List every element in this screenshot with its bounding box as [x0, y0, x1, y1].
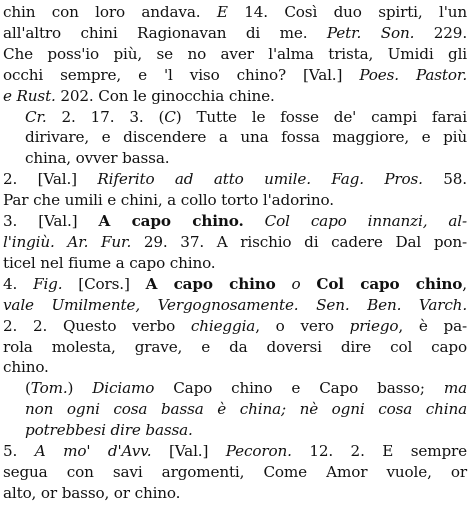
text-line: [3, 190, 467, 211]
text-line: [3, 232, 467, 253]
text-run: Che poss'io più, se no aver l'alma trista, Umidi gli: [3, 44, 467, 63]
text-run: [301, 275, 317, 293]
text-run: 2. 2. Questo verbo: [3, 316, 191, 335]
text-run: Fig.: [33, 274, 63, 293]
text-line: [3, 399, 467, 420]
text-run: Petr. Son.: [326, 23, 415, 42]
text-run: o: [291, 274, 301, 293]
text-run: A capo chino.: [98, 212, 244, 231]
text-run: Pecoron.: [225, 442, 292, 461]
text-line: [3, 86, 467, 107]
text-run: [244, 212, 265, 230]
text-run: chieggia: [190, 316, 256, 335]
text-run: dirivare, e discendere a una fossa maggiore, e più: [25, 128, 467, 147]
text-run: chino.: [3, 358, 49, 377]
text-run: (: [25, 379, 31, 398]
paragraph-p6: [3, 378, 467, 441]
paragraph-p7: [3, 441, 467, 504]
paragraph-p4: [3, 211, 467, 274]
text-run: C: [164, 107, 176, 126]
text-line: [3, 337, 467, 358]
text-run: 2. [Val.]: [3, 170, 98, 189]
text-run: Cr.: [25, 107, 47, 126]
text-run: [276, 275, 292, 293]
text-run: china, ovver bassa.: [25, 149, 170, 168]
text-line: [3, 483, 467, 504]
text-run: potrebbesi dire bassa.: [25, 421, 193, 440]
text-run: E: [216, 3, 228, 21]
text-run: ticel nel fiume a capo chino.: [3, 253, 216, 272]
text-run: 58.: [422, 170, 467, 189]
text-line: [3, 357, 467, 378]
text-run: alto, or basso, or chino.: [3, 483, 181, 502]
text-run: segua con savi argomenti, Come Amor vuole, or: [3, 462, 467, 481]
text-run: chin con loro andava.: [3, 3, 217, 21]
text-run: 3. [Val.]: [3, 212, 99, 231]
text-run: 2. 17. 3. (: [46, 107, 165, 126]
text-run: [Cors.]: [62, 274, 146, 293]
text-run: occhi sempre, e 'l viso chino? [Val.]: [3, 65, 360, 84]
text-run: non ogni cosa bassa è china; nè ogni cosa china: [25, 400, 467, 419]
text-line: [3, 274, 467, 295]
text-line: [3, 316, 467, 337]
text-run: , è pa-: [398, 316, 467, 335]
text-line: [3, 211, 467, 232]
text-line: [3, 148, 467, 169]
text-run: Riferito ad atto umile. Fag. Pros.: [97, 170, 423, 189]
text-run: Col capo innanzi, al-: [264, 212, 467, 231]
text-run: 5.: [3, 442, 35, 461]
text-run: all'altro chini Ragionavan di me.: [3, 23, 327, 42]
text-line: [3, 65, 467, 86]
text-line: [3, 169, 467, 190]
text-run: ): [67, 379, 93, 398]
paragraph-p2: [3, 107, 467, 170]
text-line: [3, 462, 467, 483]
text-run: rola molesta, grave, e da doversi dire col capo: [3, 337, 467, 356]
text-run: priego: [349, 316, 399, 335]
text-run: 14. Così duo spirti, l'un: [227, 3, 467, 21]
text-run: [Val.]: [151, 442, 226, 461]
text-run: 229.: [414, 23, 467, 42]
text-run: ma: [443, 379, 467, 398]
text-run: vale Umilmente, Vergognosamente. Sen. Ben. Varch.: [3, 295, 467, 314]
text-run: e Rust.: [3, 86, 56, 105]
text-run: A mo' d'Avv.: [34, 442, 152, 461]
paragraph-p1: [3, 2, 467, 107]
text-run: Tom.: [30, 379, 68, 398]
text-run: Poes. Pastor.: [359, 65, 467, 84]
text-line: [3, 2, 467, 23]
text-run: ,: [462, 274, 467, 293]
text-line: [3, 107, 467, 128]
paragraph-p3: [3, 169, 467, 211]
text-line: [3, 253, 467, 274]
text-run: ) Tutte le fosse de' campi farai: [175, 107, 467, 126]
text-line: [3, 23, 467, 44]
text-line: [3, 44, 467, 65]
text-run: 4.: [3, 274, 34, 293]
text-line: [3, 378, 467, 399]
text-line: [3, 420, 467, 441]
text-run: l'ingiù. Ar. Fur.: [3, 232, 132, 251]
text-run: 29. 37. A rischio di cadere Dal pon-: [131, 232, 467, 251]
text-run: A capo chino: [145, 274, 276, 293]
text-run: 12. 2. E sempre: [291, 442, 468, 461]
text-run: Col capo chino: [316, 274, 463, 293]
text-run: Diciamo: [92, 379, 155, 398]
text-run: Par che umili e chini, a collo torto l'adorino.: [3, 191, 334, 210]
text-run: , o vero: [255, 316, 350, 335]
text-run: 202. Con le ginocchia chine.: [55, 86, 275, 105]
text-line: [3, 127, 467, 148]
text-line: [3, 441, 467, 462]
text-line: [3, 295, 467, 316]
paragraph-p5: [3, 274, 467, 379]
text-run: Capo chino e Capo basso;: [154, 379, 444, 398]
